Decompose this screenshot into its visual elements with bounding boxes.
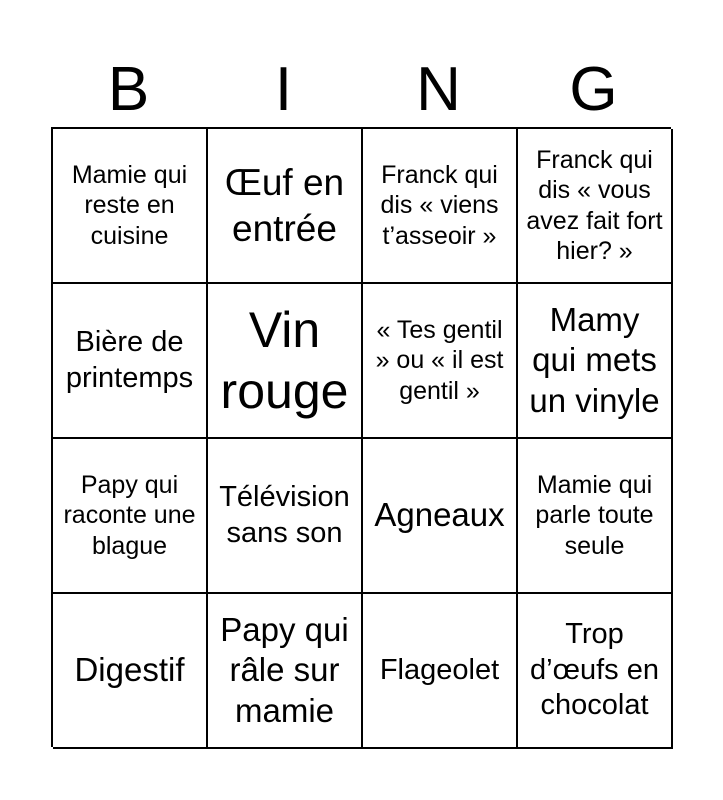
bingo-cell-r1c4[interactable] — [518, 129, 673, 284]
header-letter-g: G — [569, 55, 618, 124]
cell-text: Télévision sans son — [219, 481, 350, 549]
bingo-cell-r2c4[interactable] — [518, 284, 673, 439]
cell-text: Mamie qui parle toute seule — [535, 470, 654, 560]
bingo-cell-r3c3[interactable] — [363, 439, 518, 594]
cell-text: Mamie qui reste en cuisine — [71, 160, 188, 250]
bingo-cell-r3c1[interactable] — [53, 439, 208, 594]
bingo-cell-r2c3[interactable] — [363, 284, 518, 439]
bingo-cell-r2c2[interactable] — [208, 284, 363, 439]
cell-text: « Tes gentil » ou « il est gentil » — [375, 315, 504, 405]
cell-text: Vin rouge — [220, 301, 349, 419]
header-letter-n: N — [416, 55, 461, 124]
cell-text: Agneaux — [374, 496, 505, 534]
bingo-header — [51, 52, 671, 128]
header-letter-b: B — [107, 55, 150, 124]
bingo-grid — [51, 127, 671, 747]
bingo-cell-r1c3[interactable] — [363, 129, 518, 284]
bingo-cell-r3c2[interactable] — [208, 439, 363, 594]
cell-text: Œuf en entrée — [224, 162, 345, 249]
bingo-cell-r4c2[interactable] — [208, 594, 363, 749]
cell-text: Franck qui dis « vous avez fait fort hier? » — [526, 145, 663, 265]
cell-text: Flageolet — [379, 653, 500, 686]
bingo-cell-r1c1[interactable] — [53, 129, 208, 284]
bingo-cell-r4c4[interactable] — [518, 594, 673, 749]
bingo-cell-r4c1[interactable] — [53, 594, 208, 749]
cell-text: Bière de printemps — [65, 326, 194, 394]
bingo-cell-r3c4[interactable] — [518, 439, 673, 594]
cell-text: Mamy qui mets un vinyle — [529, 301, 660, 419]
cell-text: Papy qui raconte une blague — [63, 470, 196, 560]
cell-text: Trop d’œufs en chocolat — [530, 618, 659, 722]
bingo-cell-r4c3[interactable] — [363, 594, 518, 749]
cell-text: Franck qui dis « viens t’asseoir » — [380, 160, 499, 250]
cell-text: Papy qui râle sur mamie — [220, 611, 349, 729]
header-letter-i: I — [274, 55, 293, 124]
bingo-cell-r1c2[interactable] — [208, 129, 363, 284]
bingo-cell-r2c1[interactable] — [53, 284, 208, 439]
cell-text: Digestif — [74, 651, 185, 689]
